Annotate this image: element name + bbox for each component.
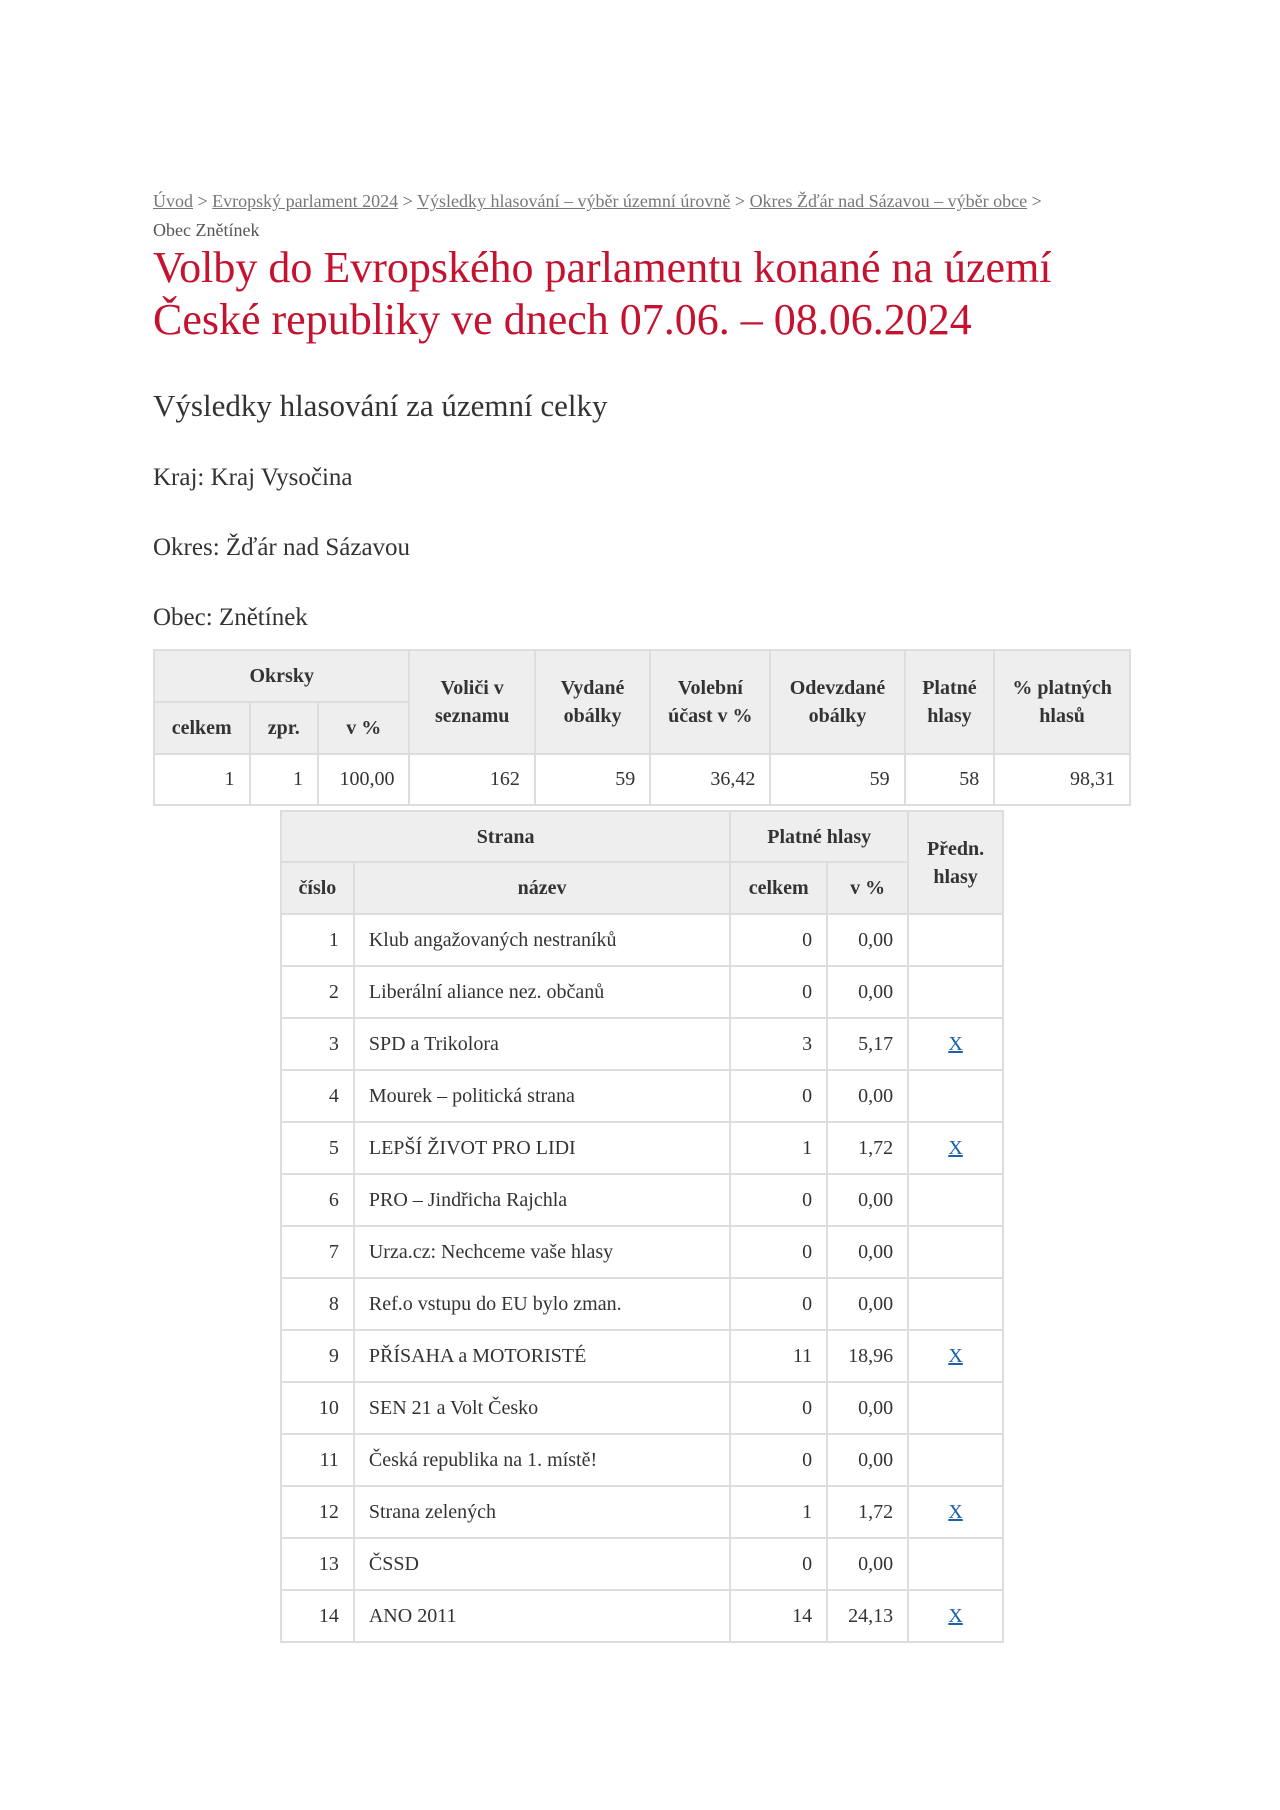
party-votes-total: 0 — [730, 966, 827, 1018]
party-name: Liberální aliance nez. občanů — [354, 966, 730, 1018]
party-votes-pct: 0,00 — [827, 1070, 908, 1122]
party-votes-total: 0 — [730, 1174, 827, 1226]
party-name: LEPŠÍ ŽIVOT PRO LIDI — [354, 1122, 730, 1174]
party-preferential-votes — [908, 1486, 1003, 1538]
party-preferential-votes — [908, 1538, 1003, 1590]
party-name: Klub angažovaných nestraníků — [354, 914, 730, 966]
party-name: PŘÍSAHA a MOTORISTÉ — [354, 1330, 730, 1382]
parties-table — [280, 810, 1004, 1643]
party-votes-pct: 0,00 — [827, 1382, 908, 1434]
party-preferential-votes — [908, 1278, 1003, 1330]
party-number: 2 — [281, 966, 354, 1018]
party-preferential-votes — [908, 1226, 1003, 1278]
party-preferential-votes — [908, 1070, 1003, 1122]
header-okrsky-pct: v % — [318, 702, 410, 754]
preferential-votes-link[interactable]: X — [948, 1500, 963, 1523]
header-nazev: název — [354, 862, 730, 914]
table-row — [281, 1486, 1003, 1538]
party-number: 1 — [281, 914, 354, 966]
party-name: Urza.cz: Nechceme vaše hlasy — [354, 1226, 730, 1278]
breadcrumb-link-okres[interactable]: Okres Žďár nad Sázavou – výběr obce — [749, 191, 1028, 211]
party-name: Mourek – politická strana — [354, 1070, 730, 1122]
summary-table — [153, 649, 1131, 806]
preferential-votes-link[interactable]: X — [948, 1344, 963, 1367]
info-obec: Obec: Znětínek — [153, 604, 308, 631]
party-name: SPD a Trikolora — [354, 1018, 730, 1070]
party-number: 7 — [281, 1226, 354, 1278]
table-row — [281, 1330, 1003, 1382]
header-cislo: číslo — [281, 862, 354, 914]
party-votes-pct: 18,96 — [827, 1330, 908, 1382]
party-votes-total: 0 — [730, 914, 827, 966]
header-okrsky-celkem: celkem — [154, 702, 250, 754]
table-row — [281, 1226, 1003, 1278]
header-predn-hlasy: Předn. hlasy — [908, 811, 1003, 914]
value-okrsky-pct: 100,00 — [318, 754, 410, 805]
table-row — [281, 1590, 1003, 1642]
party-name: Česká republika na 1. místě! — [354, 1434, 730, 1486]
summary-row — [154, 754, 1130, 805]
party-votes-total: 0 — [730, 1434, 827, 1486]
party-number: 8 — [281, 1278, 354, 1330]
party-preferential-votes — [908, 1434, 1003, 1486]
page-title: Volby do Evropského parlamentu konané na území České republiky ve dnech 07.06. – 08.06.2024 — [153, 243, 1052, 344]
party-number: 13 — [281, 1538, 354, 1590]
party-votes-total: 1 — [730, 1122, 827, 1174]
party-votes-pct: 1,72 — [827, 1122, 908, 1174]
party-name: Strana zelených — [354, 1486, 730, 1538]
party-number: 5 — [281, 1122, 354, 1174]
value-platne: 58 — [905, 754, 995, 805]
header-vpct: v % — [827, 862, 908, 914]
table-row — [281, 1538, 1003, 1590]
table-row — [281, 1070, 1003, 1122]
table-row — [281, 1018, 1003, 1070]
party-votes-total: 11 — [730, 1330, 827, 1382]
party-votes-pct: 1,72 — [827, 1486, 908, 1538]
party-number: 4 — [281, 1070, 354, 1122]
header-platne: Platné hlasy — [905, 650, 995, 754]
value-okrsky-zpr: 1 — [250, 754, 318, 805]
party-votes-pct: 5,17 — [827, 1018, 908, 1070]
party-votes-total: 3 — [730, 1018, 827, 1070]
party-votes-pct: 24,13 — [827, 1590, 908, 1642]
party-votes-total: 0 — [730, 1226, 827, 1278]
header-volici: Voliči v seznamu — [409, 650, 534, 754]
header-ucast: Volební účast v % — [650, 650, 770, 754]
party-votes-pct: 0,00 — [827, 914, 908, 966]
value-okrsky-celkem: 1 — [154, 754, 250, 805]
breadcrumb-separator: > — [734, 191, 746, 211]
party-preferential-votes — [908, 1018, 1003, 1070]
party-name: ANO 2011 — [354, 1590, 730, 1642]
header-okrsky: Okrsky — [154, 650, 409, 702]
table-row — [281, 1382, 1003, 1434]
party-number: 10 — [281, 1382, 354, 1434]
party-votes-pct: 0,00 — [827, 966, 908, 1018]
party-name: ČSSD — [354, 1538, 730, 1590]
preferential-votes-link[interactable]: X — [948, 1032, 963, 1055]
info-kraj: Kraj: Kraj Vysočina — [153, 464, 353, 491]
party-votes-pct: 0,00 — [827, 1278, 908, 1330]
party-preferential-votes — [908, 914, 1003, 966]
party-preferential-votes — [908, 1122, 1003, 1174]
header-celkem: celkem — [730, 862, 827, 914]
party-number: 3 — [281, 1018, 354, 1070]
value-volici: 162 — [409, 754, 534, 805]
breadcrumb-separator: > — [197, 191, 208, 211]
breadcrumb-current: Obec Znětínek — [153, 220, 260, 240]
breadcrumb-separator: > — [402, 191, 413, 211]
party-preferential-votes — [908, 966, 1003, 1018]
party-preferential-votes — [908, 1590, 1003, 1642]
value-vydane: 59 — [535, 754, 650, 805]
breadcrumb-separator: > — [1031, 191, 1042, 211]
header-pct-platnych: % platných hlasů — [994, 650, 1130, 754]
party-votes-pct: 0,00 — [827, 1434, 908, 1486]
party-votes-total: 14 — [730, 1590, 827, 1642]
party-votes-total: 0 — [730, 1382, 827, 1434]
table-row — [281, 966, 1003, 1018]
header-odevzdane: Odevzdané obálky — [770, 650, 904, 754]
breadcrumb-link-vysledky-hlasovani[interactable]: Výsledky hlasování – výběr územní úrovně — [416, 191, 731, 211]
table-row — [281, 1122, 1003, 1174]
breadcrumb-link-evropsky-parlament[interactable]: Evropský parlament 2024 — [212, 191, 399, 211]
section-subtitle: Výsledky hlasování za územní celky — [153, 388, 608, 423]
party-votes-pct: 0,00 — [827, 1226, 908, 1278]
party-votes-total: 1 — [730, 1486, 827, 1538]
party-name: PRO – Jindřicha Rajchla — [354, 1174, 730, 1226]
value-odevzdane: 59 — [770, 754, 904, 805]
table-row — [281, 914, 1003, 966]
party-votes-pct: 0,00 — [827, 1538, 908, 1590]
header-okrsky-zpr: zpr. — [250, 702, 318, 754]
party-preferential-votes — [908, 1382, 1003, 1434]
breadcrumb — [153, 187, 1133, 245]
party-votes-pct: 0,00 — [827, 1174, 908, 1226]
preferential-votes-link[interactable]: X — [948, 1136, 963, 1159]
party-number: 6 — [281, 1174, 354, 1226]
header-vydane: Vydané obálky — [535, 650, 650, 754]
value-pct-platnych: 98,31 — [994, 754, 1130, 805]
preferential-votes-link[interactable]: X — [948, 1604, 963, 1627]
party-votes-total: 0 — [730, 1278, 827, 1330]
party-preferential-votes — [908, 1174, 1003, 1226]
party-number: 9 — [281, 1330, 354, 1382]
party-name: SEN 21 a Volt Česko — [354, 1382, 730, 1434]
party-number: 11 — [281, 1434, 354, 1486]
value-ucast: 36,42 — [650, 754, 770, 805]
party-votes-total: 0 — [730, 1538, 827, 1590]
party-number: 14 — [281, 1590, 354, 1642]
table-row — [281, 1174, 1003, 1226]
party-number: 12 — [281, 1486, 354, 1538]
party-preferential-votes — [908, 1330, 1003, 1382]
table-row — [281, 1278, 1003, 1330]
breadcrumb-link-uvod[interactable]: Úvod — [153, 191, 193, 211]
header-strana: Strana — [281, 811, 730, 862]
party-votes-total: 0 — [730, 1070, 827, 1122]
party-name: Ref.o vstupu do EU bylo zman. — [354, 1278, 730, 1330]
header-platne-hlasy: Platné hlasy — [730, 811, 908, 862]
info-okres: Okres: Žďár nad Sázavou — [153, 534, 411, 561]
table-row — [281, 1434, 1003, 1486]
